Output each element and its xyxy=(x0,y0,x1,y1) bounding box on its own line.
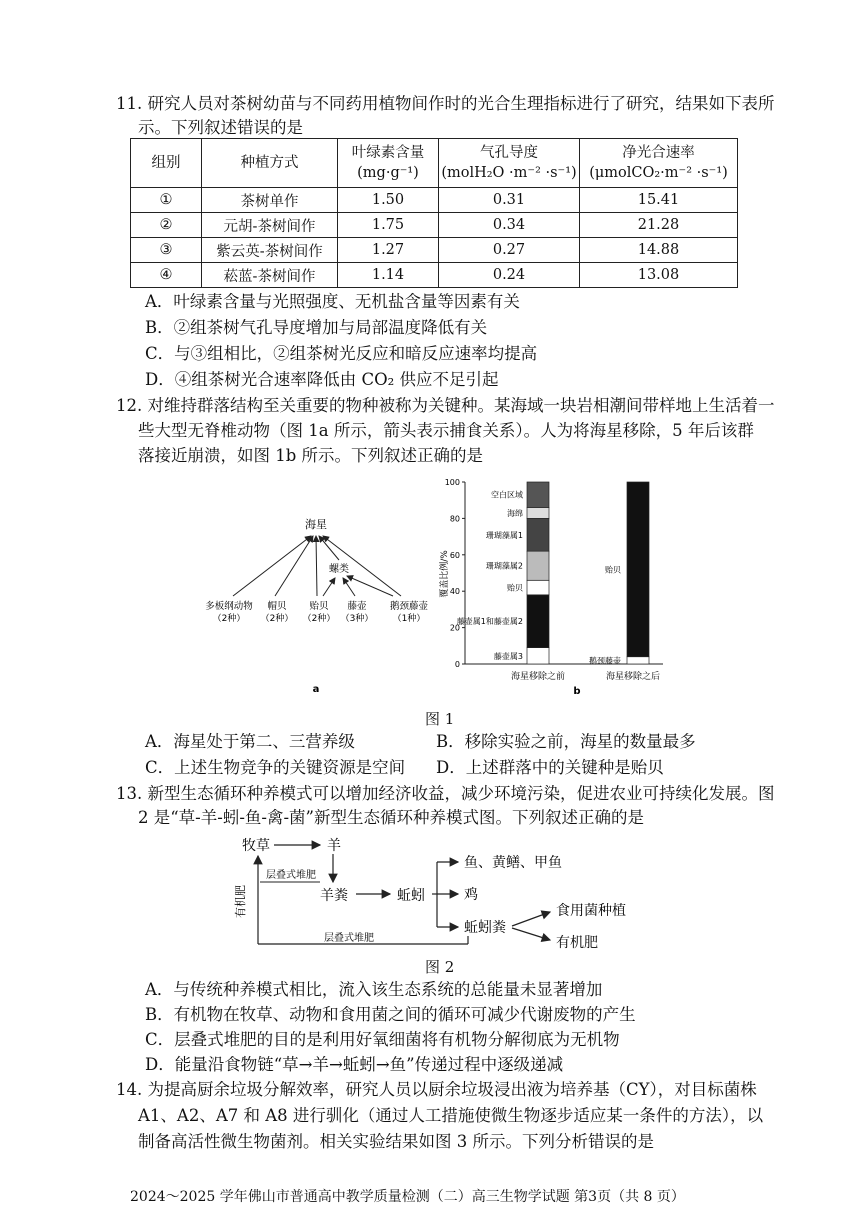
y-axis-label: 覆盖比例/% xyxy=(440,550,450,598)
table-cell: 0.27 xyxy=(439,238,580,263)
header-stomatal: 气孔导度 (molH₂O ·m⁻² ·s⁻¹) xyxy=(439,139,580,188)
table-cell: 0.31 xyxy=(439,188,580,213)
node-limpet-count: （2种） xyxy=(260,614,294,624)
table-header-row xyxy=(131,139,738,188)
table-cell: 0.34 xyxy=(439,213,580,238)
q14-stem-line1: 14. 为提高厨余垃圾分解效率，研究人员以厨余垃圾浸出液为培养基（CY），对目标菌株 xyxy=(116,1080,757,1099)
node-pasture: 牧草 xyxy=(242,838,270,854)
table-row xyxy=(131,188,738,213)
node-earthworm-cast: 蚯蚓粪 xyxy=(464,920,506,936)
table-cell: 1.27 xyxy=(338,238,439,263)
bar-segment xyxy=(527,482,549,507)
node-goose-barnacle: 鹅颈藤壶 xyxy=(389,601,429,612)
header-chlorophyll: 叶绿素含量 (mg·g⁻¹) xyxy=(338,139,439,188)
q12-option-a: A．海星处于第二、三营养级 xyxy=(145,732,355,751)
q13-option-c: C．层叠式堆肥的目的是利用好氧细菌将有机物分解彻底为无机物 xyxy=(145,1030,620,1049)
q13-stem-line2: 2 是“草-羊-蚓-鱼-禽-菌”新型生态循环种养模式图。下列叙述正确的是 xyxy=(138,808,644,827)
node-sheep-dung: 羊粪 xyxy=(320,888,348,904)
q12-option-b: B．移除实验之前，海星的数量最多 xyxy=(436,732,696,751)
bar-segment xyxy=(527,518,549,551)
segment-label: 鹅颈藤壶 xyxy=(589,656,621,666)
q14-stem-line2: A1、A2、A7 和 A8 进行驯化（通过人工措施使微生物逐步适应某一条件的方法），以 xyxy=(138,1106,764,1125)
segment-label: 珊瑚藻属2 xyxy=(485,561,523,571)
node-earthworm: 蚯蚓 xyxy=(397,888,425,904)
header-group: 组别 xyxy=(131,139,202,188)
y-tick-label: 60 xyxy=(449,550,460,560)
bar-segment xyxy=(627,482,649,657)
q11-option-b: B．②组茶树气孔导度增加与局部温度降低有关 xyxy=(145,318,488,337)
header-method: 种植方式 xyxy=(202,139,338,188)
segment-label: 藤壶属3 xyxy=(493,651,523,661)
fig-b-label: b xyxy=(573,686,581,697)
segment-label: 空白区域 xyxy=(491,490,523,500)
table-cell: ② xyxy=(131,213,202,238)
segment-label: 贻贝 xyxy=(605,565,621,575)
bar-segment xyxy=(527,507,549,518)
table-cell: 茶树单作 xyxy=(202,188,338,213)
table-cell: 菘蓝-茶树间作 xyxy=(202,263,338,288)
table-row xyxy=(131,263,738,288)
q14-stem-line3: 制备高活性微生物菌剂。相关实验结果如图 3 所示。下列分析错误的是 xyxy=(138,1132,654,1151)
q11-option-d: D．④组茶树光合速率降低由 CO₂ 供应不足引起 xyxy=(145,370,499,389)
header-photosynthesis: 净光合速率 (μmolCO₂·m⁻² ·s⁻¹) xyxy=(580,139,738,188)
y-tick-label: 100 xyxy=(444,478,460,487)
bar-segment xyxy=(527,580,549,595)
table-cell: 21.28 xyxy=(580,213,738,238)
stack-compost-label-2: 层叠式堆肥 xyxy=(324,933,374,944)
y-tick-label: 0 xyxy=(454,660,460,669)
table-cell: 1.14 xyxy=(338,263,439,288)
node-limpet: 帽贝 xyxy=(267,601,287,612)
node-starfish: 海星 xyxy=(305,518,327,531)
bar-segment xyxy=(627,657,649,664)
table-cell: 紫云英-茶树间作 xyxy=(202,238,338,263)
q11-stem-line1: 11. 研究人员对茶树幼苗与不同药用植物间作时的光合生理指标进行了研究，结果如下表所 xyxy=(116,94,775,113)
table-cell: 15.41 xyxy=(580,188,738,213)
figure-2-diagram xyxy=(232,832,652,952)
bar-segment xyxy=(527,551,549,580)
node-barnacle: 藤壶 xyxy=(347,601,367,612)
q12-stem-line1: 12. 对维持群落结构至关重要的物种被称为关键种。某海域一块岩相潮间带样地上生活着一 xyxy=(116,396,775,415)
figure-2-caption: 图 2 xyxy=(425,958,455,976)
node-goose-barnacle-count: （1种） xyxy=(392,614,426,624)
table-cell: 1.75 xyxy=(338,213,439,238)
q11-option-a: A．叶绿素含量与光照强度、无机盐含量等因素有关 xyxy=(145,292,520,311)
q12-option-c: C．上述生物竞争的关键资源是空间 xyxy=(145,758,406,777)
q11-stem-line2: 示。下列叙述错误的是 xyxy=(138,118,303,137)
table-cell: 13.08 xyxy=(580,263,738,288)
table-cell: ④ xyxy=(131,263,202,288)
y-tick-label: 80 xyxy=(449,514,460,524)
q11-option-c: C．与③组相比，②组茶树光反应和暗反应速率均提高 xyxy=(145,344,538,363)
fig-a-label: a xyxy=(312,684,320,695)
table-cell: 1.50 xyxy=(338,188,439,213)
table-row xyxy=(131,238,738,263)
y-tick-label: 20 xyxy=(449,623,460,633)
category-after: 海星移除之后 xyxy=(605,672,661,682)
segment-label: 海绵 xyxy=(507,508,523,518)
stack-compost-label-1: 层叠式堆肥 xyxy=(266,870,316,881)
node-sheep: 羊 xyxy=(327,838,341,854)
page-footer: 2024～2025 学年佛山市普通高中教学质量检测（二）高三生物学试题 第3页（共 8 页） xyxy=(130,1189,685,1205)
q11-table xyxy=(130,138,738,288)
table-cell: ① xyxy=(131,188,202,213)
node-chiton-count: （2种） xyxy=(212,614,246,624)
segment-label: 珊瑚藻属1 xyxy=(485,530,523,540)
segment-label: 贻贝 xyxy=(507,583,523,593)
figure-1-caption: 图 1 xyxy=(425,710,455,728)
bar-segment xyxy=(527,648,549,664)
side-organic-label: 有机肥 xyxy=(234,885,247,918)
table-cell: 元胡-茶树间作 xyxy=(202,213,338,238)
node-mushroom: 食用菌种植 xyxy=(556,903,626,919)
bar-segment xyxy=(527,595,549,648)
node-snail: 螺类 xyxy=(329,564,349,575)
table-row xyxy=(131,213,738,238)
node-organic-fertilizer: 有机肥 xyxy=(556,935,598,951)
category-before: 海星移除之前 xyxy=(510,672,566,682)
table-cell: 0.24 xyxy=(439,263,580,288)
q12-stem-line3: 落接近崩溃，如图 1b 所示。下列叙述正确的是 xyxy=(138,446,484,465)
q13-option-a: A．与传统种养模式相比，流入该生态系统的总能量未显著增加 xyxy=(145,980,603,999)
q12-stem-line2: 些大型无脊椎动物（图 1a 所示，箭头表示捕食关系）。人为将海星移除，5 年后该群 xyxy=(138,421,754,440)
node-fish: 鱼、黄鳝、甲鱼 xyxy=(464,855,562,871)
figure-1b-chart xyxy=(435,474,665,698)
table-cell: ③ xyxy=(131,238,202,263)
node-chicken: 鸡 xyxy=(464,887,478,903)
table-cell: 14.88 xyxy=(580,238,738,263)
q13-option-d: D．能量沿食物链“草→羊→蚯蚓→鱼”传递过程中逐级递减 xyxy=(145,1055,564,1074)
node-barnacle-count: （3种） xyxy=(340,614,374,624)
segment-label: 藤壶属1和藤壶属2 xyxy=(456,617,523,627)
q13-stem-line1: 13. 新型生态循环种养模式可以增加经济收益，减少环境污染，促进农业可持续化发展。图 xyxy=(116,784,775,803)
node-chiton: 多板纲动物 xyxy=(205,601,253,612)
q13-option-b: B．有机物在牧草、动物和食用菌之间的循环可减少代谢废物的产生 xyxy=(145,1005,636,1024)
node-mussel-count: （2种） xyxy=(302,614,336,624)
y-tick-label: 40 xyxy=(449,587,460,597)
node-mussel: 贻贝 xyxy=(309,601,329,612)
figure-1a-food-web xyxy=(195,510,445,700)
q12-option-d: D．上述群落中的关键种是贻贝 xyxy=(436,758,664,777)
